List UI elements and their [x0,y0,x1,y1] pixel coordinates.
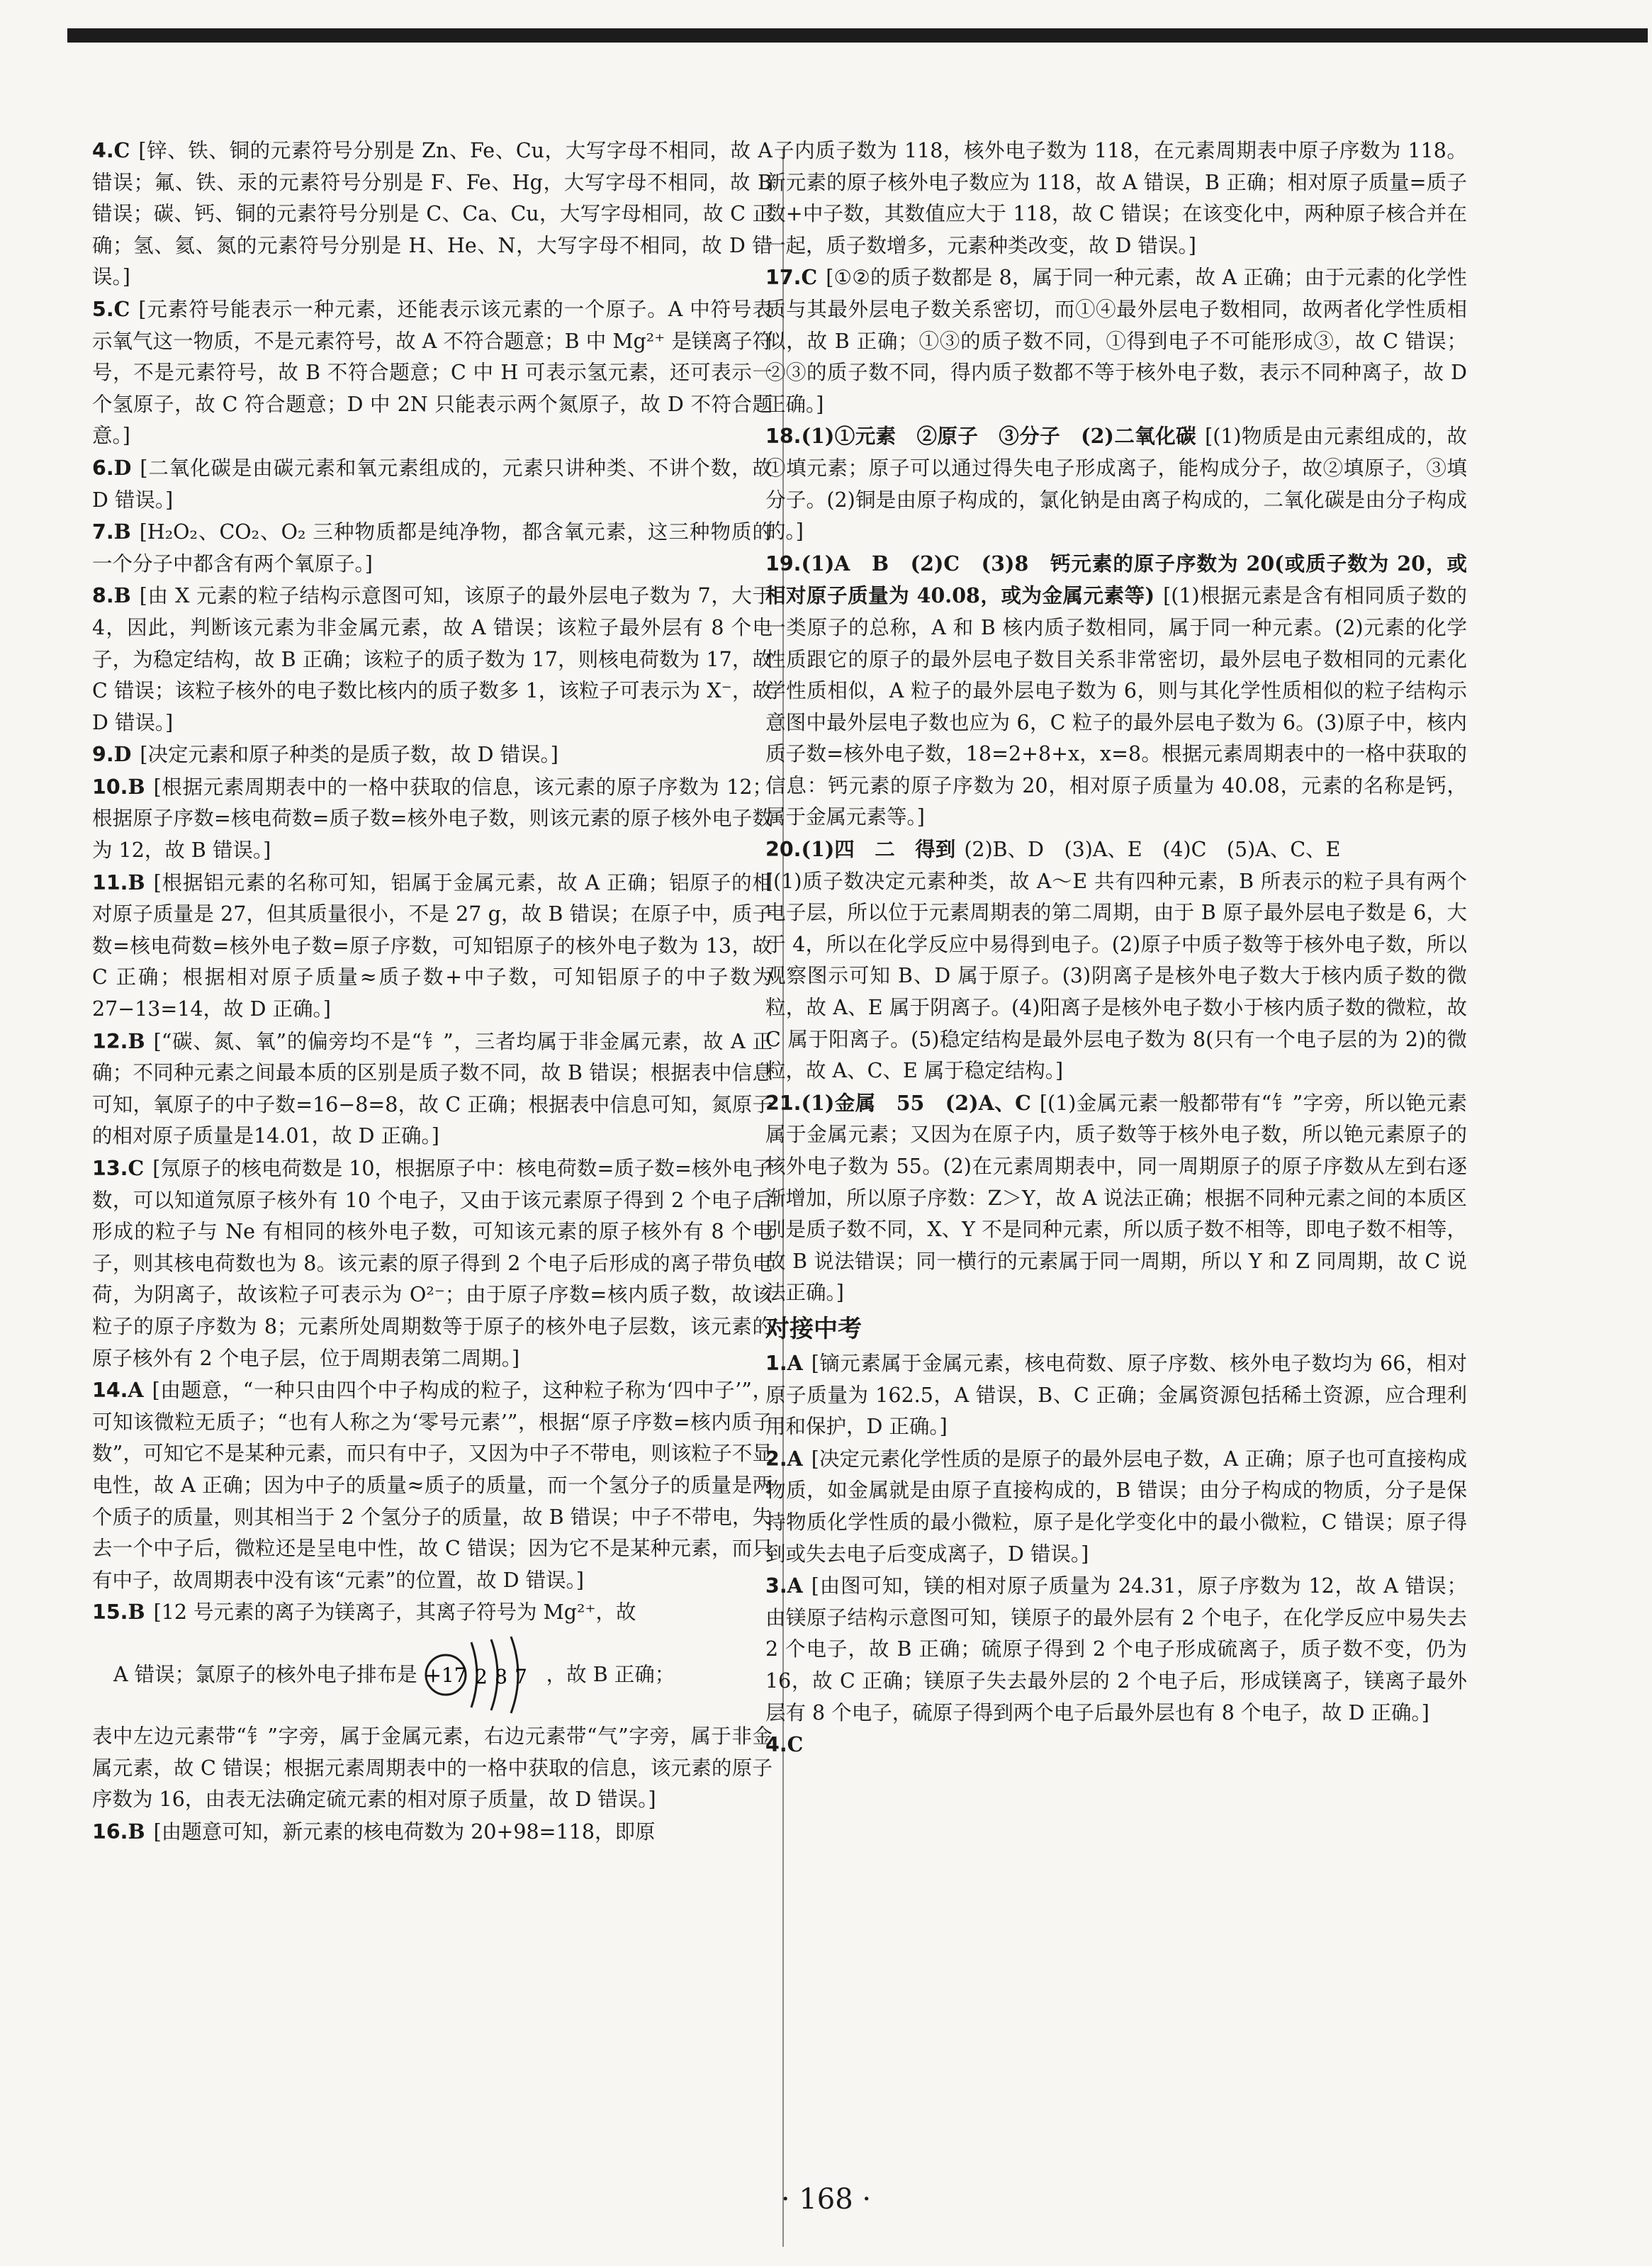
item-explanation-part-b: A 错误；氯原子的核外电子排布是 [113,1662,417,1686]
answer-item [765,548,1467,834]
item-explanation: [锌、铁、铜的元素符号分别是 Zn、Fe、Cu，大写字母不相同，故 A 错误；氟、铁、汞的元素符号分别是 F、Fe、Hg，大写字母不相同，故 B 错误；碳、钙、铜的元素符号分别是 C、Ca、Cu，大写字母相同，故 C 正确；氢、氦、氮的元素符号分别是 H、He、N，大写字母不相同，故 D 错误。] [92,139,772,289]
item-answer: C [801,265,818,290]
item-answer: C [787,1732,804,1757]
item-number: 18. [765,425,802,449]
item-explanation-part-b-post: ，故 B 正确； [546,1662,675,1686]
item-answer: C [113,296,130,321]
item-explanation: [决定元素化学性质的是原子的最外层电子数，A 正确；原子也可直接构成物质，如金属就是由原子直接构成的，B 错误；由分子构成的物质，分子是保持物质化学性质的最小微粒，原子是化学变化中的最小微粒，C 错误；原子得到或失去电子后变成离子，D 错误。] [765,1447,1467,1566]
item-number: 14. [92,1379,128,1403]
exam-answer-list [765,1347,1467,1761]
item-explanation: [由 X 元素的粒子结构示意图可知，该原子的最外层电子数为 7，大于 4，因此，判断该元素为非金属元素，故 A 错误；该粒子最外层有 8 个电子，为稳定结构，故 B 正确；该粒子的质子数为 17，则核电荷数为 17，故 C 错误；该粒子核外的电子数比核内的质子数多 1，该粒子可表示为 X⁻，故 D 错误。] [92,584,772,734]
item-explanation: [二氧化碳是由碳元素和氧元素组成的，元素只讲种类、不讲个数，故 D 错误。] [92,456,772,512]
item-answer: D [113,455,132,480]
answer-item [92,867,772,1026]
answer-item [92,452,772,516]
item-answer: A [128,1378,144,1403]
answer-item [765,420,1467,547]
item-number: 1. [765,1351,787,1375]
item-explanation: [(1)根据元素是含有相同质子数的一类原子的总称，A 和 B 核内质子数相同，属于同一种元素。(2)元素的化学性质跟它的原子的最外层电子数目关系非常密切，最外层电子数相同的元素化学性质相似，A 粒子的最外层电子数为 6，则与其化学性质相似的粒子结构示意图中最外层电子数也应为 6，C 粒子的最外层电子数为 6。(3)原子中，核内质子数=核外电子数，18=2+8+x，x=8。根据元素周期表中的一格中获取的信息：钙元素的原子序数为 20，相对原子质量为 40.08，元素的名称是钙，属于金属元素等。] [765,584,1467,829]
item-answer: B [113,520,131,544]
answer-item [92,293,772,452]
answer-item [765,1347,1467,1443]
page-number: · 168 · [780,2183,872,2216]
atom-diagram-icon [422,1632,542,1717]
item-explanation: [镝元素属于金属元素，核电荷数、原子序数、核外电子数均为 66，相对原子质量为 162.5，A 错误，B、C 正确；金属资源包括稀土资源，应合理利用和保护，D 正确。] [765,1351,1467,1439]
answer-item [765,1729,1467,1761]
answer-item [765,1570,1467,1729]
item-number: 8. [92,584,114,608]
item-answer: (1)四 二 得到 [801,837,956,862]
item-answer: A [787,1446,803,1471]
item-number: 4. [765,1733,787,1757]
item-answer: (1)①元素 ②原子 ③分子 (2)二氧化碳 [801,424,1197,449]
item-answer: A [787,1350,803,1375]
item-explanation: [由题意可知，新元素的核电荷数为 20+98=118，即原 [153,1819,656,1844]
answer-item [765,1087,1467,1309]
right-column [765,135,1467,1761]
item-number: 16. [92,1819,128,1844]
item-explanation: [由题意，“一种只由四个中子构成的粒子，这种粒子称为‘四中子’”，可知该微粒无质子；“也有人称之为‘零号元素’”，根据“原子序数=核内质子数”，可知它不是某种元素，而只有中子，又因为中子不带电，则该粒子不显电性，故 A 正确；因为中子的质量≈质子的质量，而一个氢分子的质量是两个质子的质量，则其相当于 2 个氢分子的质量，故 B 错误；中子不带电，失去一个中子后，微粒还是呈电中性，故 C 错误；因为它不是某种元素，而只有中子，故周期表中没有该“元素”的位置，故 D 错误。] [92,1379,772,1592]
item-answer: C [128,1156,145,1180]
item-explanation: [(1)物质是由元素组成的，故①填元素；原子可以通过得失电子形成离子，能构成分子，故②填原子，③填分子。(2)铜是由原子构成的，氯化钠是由离子构成的，二氧化碳是由分子构成的。] [765,425,1467,544]
item-number: 6. [92,456,114,480]
item-explanation-part-c: 表中左边元素带“钅”字旁，属于金属元素，右边元素带“气”字旁，属于非金属元素，故 C 错误；根据元素周期表中的一格中获取的信息，该元素的原子序数为 16，由表无法确定硫元素的相对原子质量，故 D 错误。] [92,1724,772,1812]
answer-item [765,262,1467,420]
item-answer: C [113,138,130,162]
item-number: 3. [765,1574,787,1598]
item-explanation: (2)B、D (3)A、E (4)C (5)A、C、E [(1)质子数决定元素种类，故 A～E 共有四种元素，B 所表示的粒子具有两个电子层，所以位于元素周期表的第二周期，由于 B 原子最外层电子数是 6，大于 4，所以在化学反应中易得到电子。(2)原子中质子数等于核外电子数，所以观察图示可知 B、D 属于原子。(3)阴离子是核外电子数大于核内质子数的微粒，故 A、E 属于阴离子。(4)阳离子是核外电子数小于核内质子数的微粒，故 C 属于阳离子。(5)稳定结构是最外层电子数为 8(只有一个电子层的为 2)的微粒，故 A、C、E 属于稳定结构。] [765,838,1467,1083]
item-answer: (1)A B (2)C (3)8 钙元素的原子序数为 20(或质子数为 20，或相对原子质量为 40.08，或为金属元素等) [765,551,1467,608]
item-explanation: [(1)金属元素一般都带有“钅”字旁，所以铯元素属于金属元素；又因为在原子内，质子数等于核外电子数，所以铯元素原子的核外电子数为 55。(2)在元素周期表中，同一周期原子的原子序数从左到右逐渐增加，所以原子序数：Z＞Y，故 A 说法正确；根据不同种元素之间的本质区别是质子数不同，X、Y 不是同种元素，所以质子数不相等，即电子数不相等，故 B 说法错误；同一横行的元素属于同一周期，所以 Y 和 Z 同周期，故 C 说法正确。] [765,1091,1467,1305]
answer-item [92,1026,772,1152]
left-answer-list [92,135,772,1596]
item-answer: B [128,1600,145,1625]
left-column [92,135,772,1848]
answer-item [765,834,1467,1087]
item-explanation: [根据元素周期表中的一格中获取的信息，该元素的原子序数为 12；根据原子序数=核电荷数=质子数=核外电子数，则该元素的原子核外电子数为 12，故 B 错误。] [92,775,772,863]
item-number: 4. [92,139,114,162]
item-answer: B [113,583,131,608]
item-explanation: [①②的质子数都是 8，属于同一种元素，故 A 正确；由于元素的化学性质与其最外层电子数关系密切，而①④最外层电子数相同，故两者化学性质相似，故 B 正确；①③的质子数不同，①得到电子不可能形成③，故 C 错误；②③的质子数不同，得内质子数都不等于核外电子数，表示不同种离子，故 D 正确。] [765,266,1467,416]
item-number: 13. [92,1157,128,1180]
item-answer: B [128,1028,145,1053]
item-answer: B [128,1819,145,1844]
item-number: 12. [92,1029,128,1053]
answer-item [92,135,772,293]
chlorine-atom-structure [92,1629,772,1721]
item-explanation: [H₂O₂、CO₂、O₂ 三种物质都是纯净物，都含氧元素，这三种物质的一个分子中都含有两个氧原子。] [92,520,772,576]
item-explanation: [“碳、氮、氧”的偏旁均不是“钅”，三者均属于非金属元素，故 A 正确；不同种元素之间最本质的区别是质子数不同，故 B 错误；根据表中信息可知，氧原子的中子数=16−8=8，故 C 正确；根据表中信息可知，氮原子的相对原子质量是14.01，故 D 正确。] [92,1029,772,1148]
item-answer: (1)金属 55 (2)A、C [801,1090,1031,1115]
item-number: 10. [92,775,128,799]
item-number: 20. [765,838,802,862]
item-number: 9. [92,743,114,767]
right-answer-list [765,135,1467,1309]
atom-nucleus-label: +17 [425,1663,467,1687]
answer-item-15 [92,1596,772,1815]
item-answer: A [787,1574,803,1598]
item-explanation: [决定元素和原子种类的是质子数，故 D 错误。] [140,743,558,767]
item-explanation: [元素符号能表示一种元素，还能表示该元素的一个原子。A 中符号表示氧气这一物质，不是元素符号，故 A 不符合题意；B 中 Mg²⁺ 是镁离子符号，不是元素符号，故 B 不符合题意；C 中 H 可表示氢元素，还可表示一个氢原子，故 C 符合题意；D 中 2N 只能表示两个氮原子，故 D 不符合题意。] [92,297,772,448]
item-answer: B [128,870,145,894]
answer-item-16 [92,1816,772,1849]
item-explanation: 子内质子数为 118，核外电子数为 118，在元素周期表中原子序数为 118。新元素的原子核外电子数应为 118，故 A 错误，B 正确；相对原子质量=质子数+中子数，其数值应大于 118，故 C 错误；在该变化中，两种原子核合并在一起，质子数增多，元素种类改变，故 D 错误。] [765,139,1467,257]
atom-shell-1: 2 [474,1664,488,1688]
item-number: 11. [92,870,128,894]
item-number: 7. [92,520,114,544]
item-explanation-part-a: [12 号元素的离子为镁离子，其离子符号为 Mg²⁺，故 [153,1600,636,1625]
section-title: 对接中考 [765,1314,862,1343]
item-answer: B [128,774,145,799]
top-border-bar [67,28,1648,43]
item-number: 15. [92,1600,128,1625]
item-number: 19. [765,551,802,576]
item-explanation: [根据铝元素的名称可知，铝属于金属元素，故 A 正确；铝原子的相对原子质量是 27，但其质量很小，不是 27 g，故 B 错误；在原子中，质子数=核电荷数=核外电子数=原子序数，可知铝原子的核外电子数为 13，故 C 正确；根据相对原子质量≈质子数+中子数，可知铝原子的中子数为 27−13=14，故 D 正确。] [92,870,772,1021]
answer-item [92,739,772,771]
answer-item [92,1374,772,1596]
item-number: 2. [765,1447,787,1471]
answer-item [765,1443,1467,1570]
item-number: 21. [765,1091,802,1115]
item-explanation: [由图可知，镁的相对原子质量为 24.31，原子序数为 12，故 A 错误；由镁原子结构示意图可知，镁原子的最外层有 2 个电子，在化学反应中易失去 2 个电子，故 B 正确；硫原子得到 2 个电子形成硫离子，质子数不变，仍为 16，故 C 正确；镁原子失去最外层的 2 个电子后，形成镁离子，镁离子最外层有 8 个电子，硫原子得到两个电子后最外层也有 8 个电子，故 D 正确。] [765,1574,1467,1724]
answer-item [92,516,772,580]
answer-item [765,135,1467,262]
item-explanation: [氖原子的核电荷数是 10，根据原子中：核电荷数=质子数=核外电子数，可以知道氖原子核外有 10 个电子，又由于该元素原子得到 2 个电子后形成的粒子与 Ne 有相同的核外电子数，可知该元素的原子核外有 8 个电子，则其核电荷数也为 8。该元素的原子得到 2 个电子后形成的离子带负电荷，为阴离子，故该粒子可表示为 O²⁻；由于原子序数=核内质子数，故该粒子的原子序数为 8；元素所处周期数等于原子的核外电子层数，该元素的原子核外有 2 个电子层，位于周期表第二周期。] [92,1157,772,1370]
item-number: 5. [92,297,114,321]
atom-shell-3: 7 [514,1664,527,1688]
answer-item [92,1152,772,1374]
item-answer: D [113,742,132,767]
item-number: 17. [765,266,802,290]
answer-item [92,580,772,739]
answer-item [92,771,772,867]
atom-shell-2: 8 [494,1664,507,1688]
